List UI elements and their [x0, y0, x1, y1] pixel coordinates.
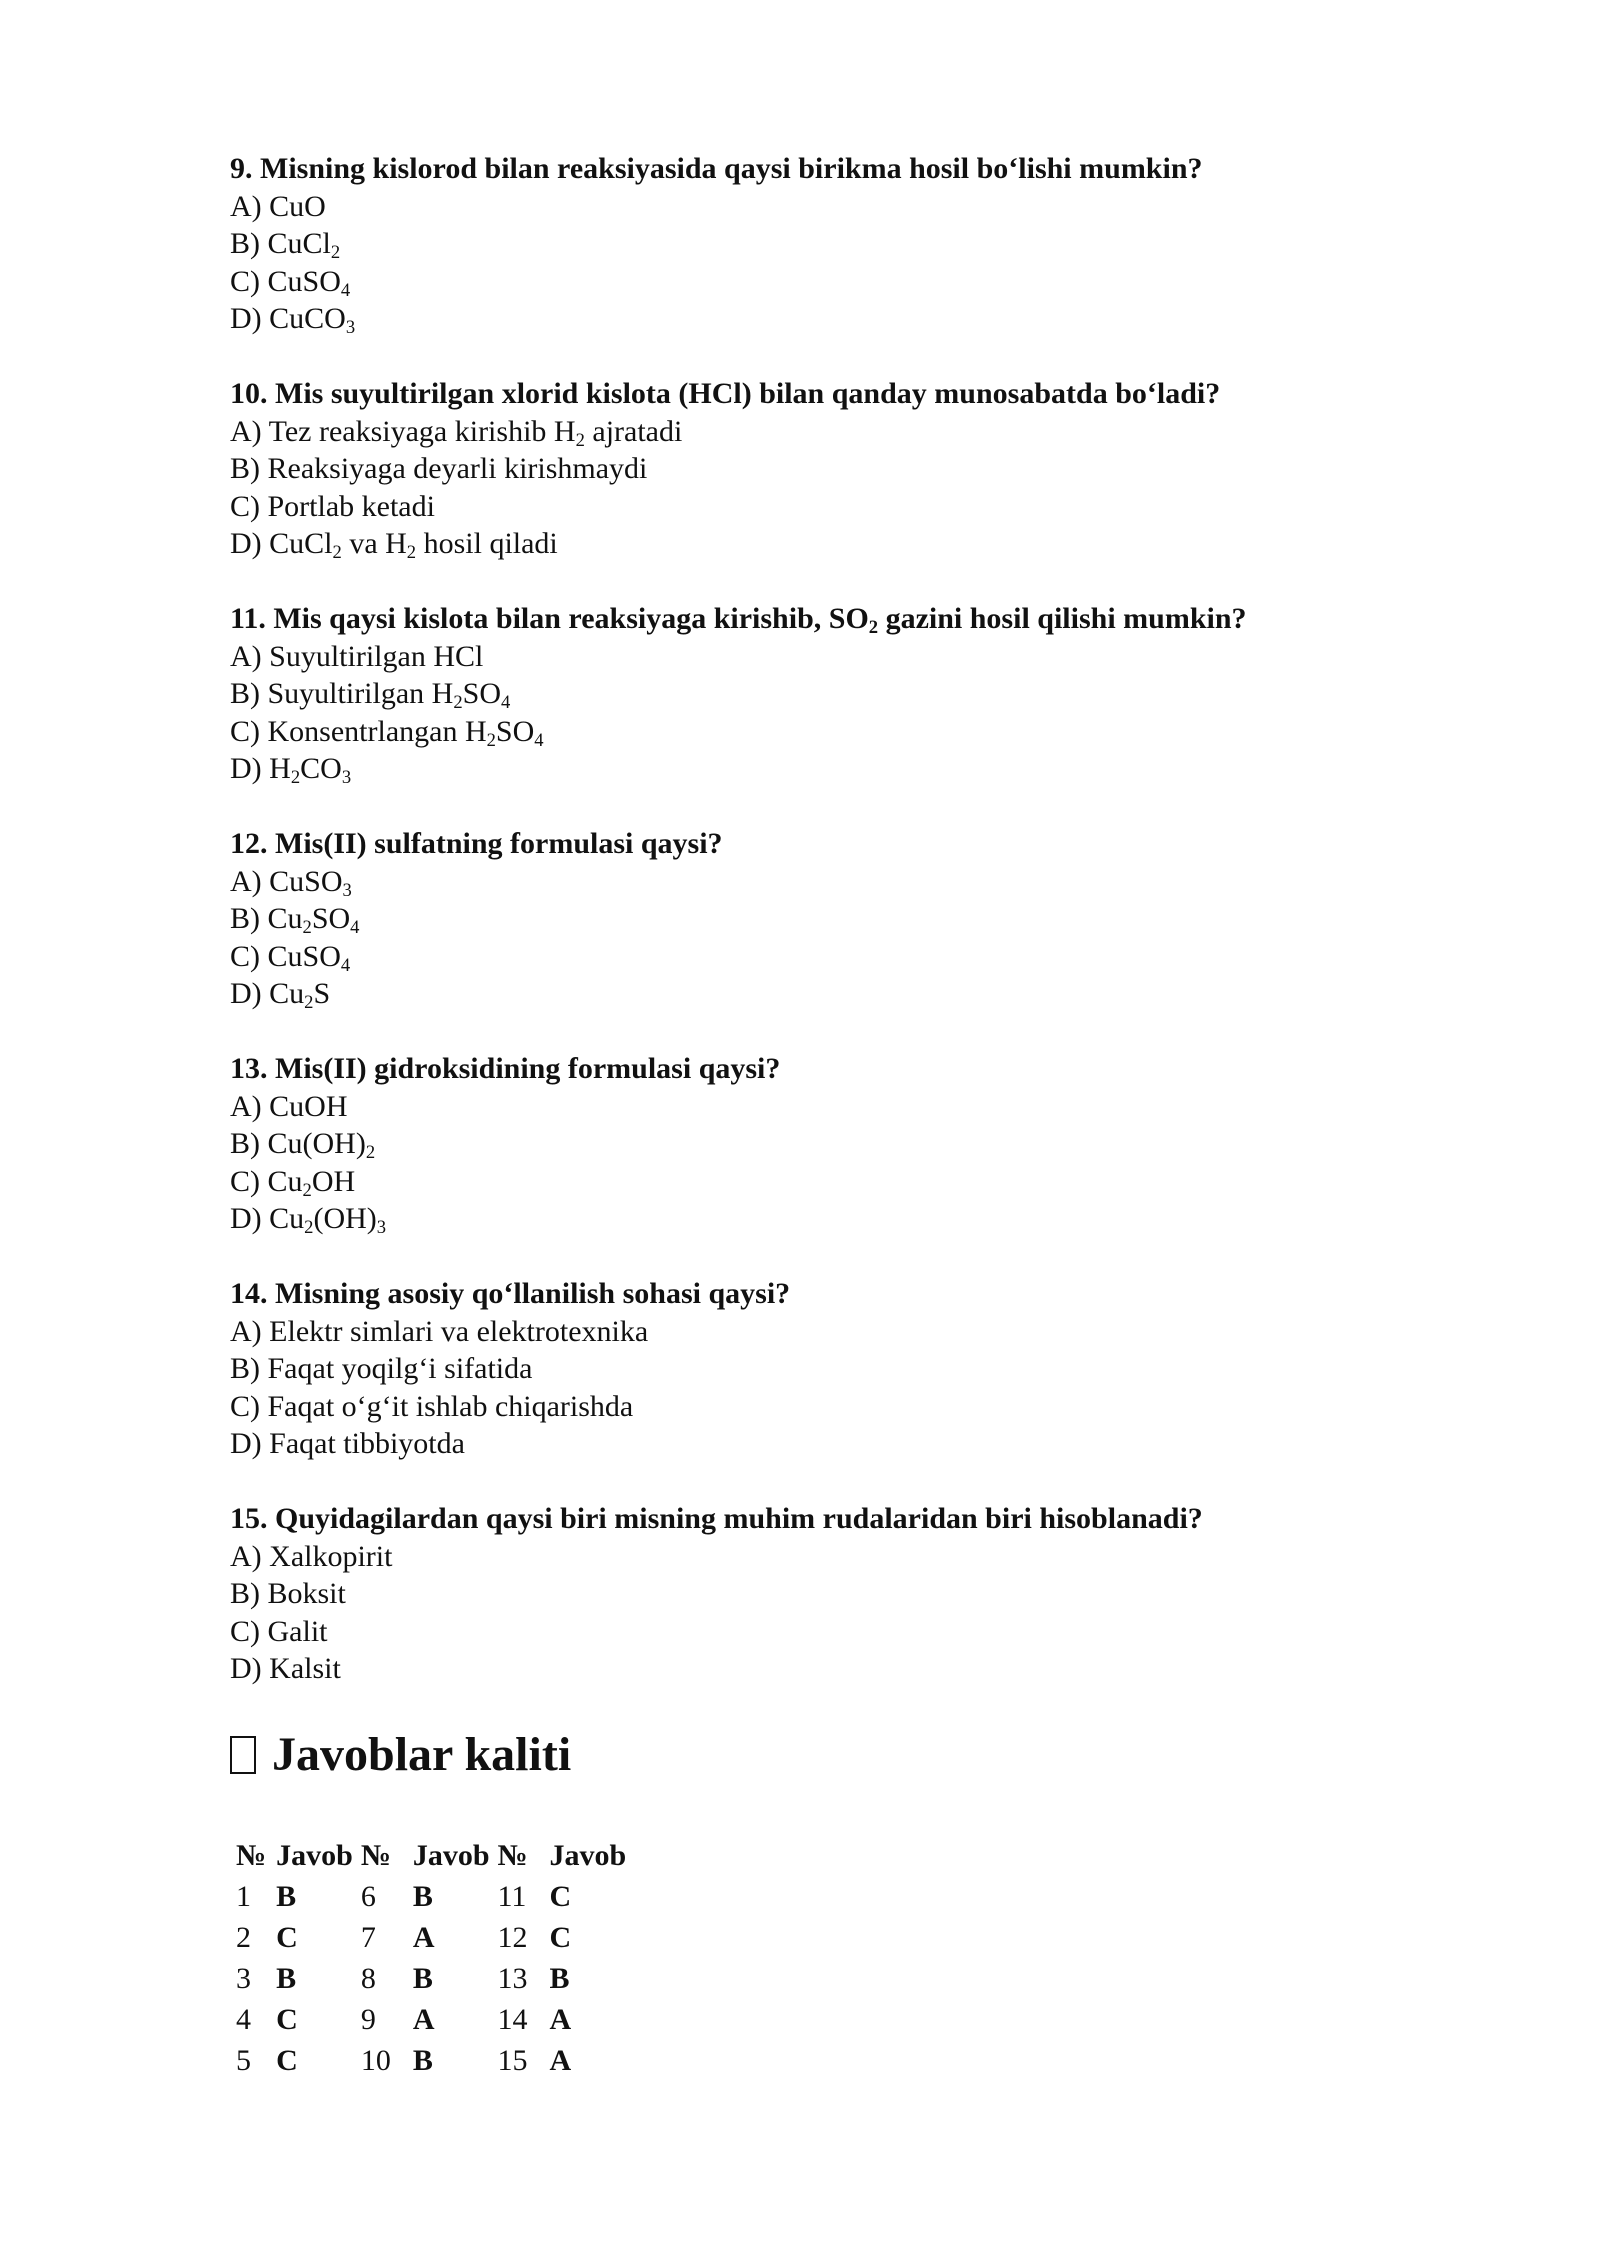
question-number: 2 [236, 1920, 251, 1954]
answer-option: D) Kalsit [230, 1652, 341, 1685]
answer-key-title: Javoblar kaliti [272, 1728, 572, 1781]
answer-option: B) Faqat yoqilg‘i sifatida [230, 1352, 533, 1385]
answer-option: D) Faqat tibbiyotda [230, 1427, 465, 1460]
question-block [230, 375, 1430, 563]
question-number: 5 [236, 2043, 251, 2077]
answer-option: A) Elektr simlari va elektrotexnika [230, 1314, 649, 1348]
answer-option: B) CuCl$_2$ [230, 227, 341, 264]
answer-letter: B [276, 1879, 297, 1913]
question-block [230, 1050, 1430, 1238]
answer-letter: B [412, 1961, 433, 1995]
question-number: 6 [360, 1879, 376, 1913]
answer-option: C) $Cu_2OH$ [230, 1164, 356, 1201]
header-number: № [236, 1838, 267, 1872]
answer-letter: A [549, 2043, 572, 2077]
answer-option: C) Galit [230, 1614, 328, 1648]
answer-option: A) Tez reaksiyaga kirishib $H_2$ ajratadi [230, 414, 683, 451]
question-number: 10 [360, 2043, 391, 2077]
answer-option: D) $Cu_2(OH)_3$ [230, 1202, 387, 1239]
header-answer: Javob [412, 1838, 490, 1872]
answer-option: D) $Cu_2S$ [230, 977, 331, 1014]
answer-key-row [232, 1999, 630, 2040]
answer-option: C) CuSO$_4$ [230, 264, 351, 301]
answer-letter: B [412, 2043, 433, 2077]
answer-key-header-row [232, 1835, 630, 1876]
answer-option: B) $Cu(OH)_2$ [230, 1127, 376, 1164]
answer-option: B) Reaksiyaga deyarli kirishmaydi [230, 452, 648, 485]
question-block [230, 600, 1430, 788]
answer-letter: A [549, 2002, 572, 2036]
answer-option: A) CuO [230, 189, 326, 223]
answer-letter: C [276, 2043, 298, 2077]
document-page [230, 150, 1430, 2081]
answer-option: B) Suyultirilgan $H_2SO_4$ [230, 677, 511, 714]
answer-option: D) $H_2CO_3$ [230, 752, 352, 789]
question-number: 3 [236, 1961, 251, 1995]
answer-option: B) $Cu_2SO_4$ [230, 902, 360, 939]
answer-key-row [232, 1958, 630, 1999]
answer-letter: C [276, 1920, 298, 1954]
answer-option: D) CuCO$_3$ [230, 302, 356, 339]
answer-letter: B [276, 1961, 297, 1995]
question-number: 11 [497, 1879, 527, 1913]
question-list [230, 150, 1430, 1688]
question-title: 12. Mis(II) sulfatning formulasi qaysi? [230, 827, 723, 860]
answer-option: A) CuOH [230, 1089, 348, 1123]
answer-option: A) Suyultirilgan HCl [230, 639, 484, 673]
answer-option: A) CuSO$_3$ [230, 864, 352, 901]
question-title: 11. Mis qaysi kislota bilan reaksiyaga kirishib, $SO_2$ gazini hosil qilishi mumkin? [230, 602, 1247, 639]
question-title: 15. Quyidagilardan qaysi biri misning muhim rudalaridan biri hisoblanadi? [230, 1502, 1203, 1535]
answer-key-table [232, 1835, 630, 2081]
answer-option: C) Faqat o‘g‘it ishlab chiqarishda [230, 1389, 634, 1423]
answer-key-row [232, 2040, 630, 2081]
answer-letter: A [412, 2002, 435, 2036]
question-number: 12 [497, 1920, 528, 1954]
answer-option: B) Boksit [230, 1577, 346, 1610]
answer-letter: B [412, 1879, 433, 1913]
header-answer: Javob [549, 1838, 627, 1872]
header-number: № [497, 1838, 528, 1872]
question-block [230, 825, 1430, 1013]
question-number: 15 [497, 2043, 528, 2077]
question-number: 14 [497, 2002, 528, 2036]
question-title: 14. Misning asosiy qo‘llanilish sohasi qaysi? [230, 1277, 791, 1310]
answer-key-row [232, 1917, 630, 1958]
question-block [230, 150, 1430, 338]
answer-key-row [232, 1876, 630, 1917]
question-number: 7 [360, 1920, 376, 1954]
question-number: 8 [360, 1961, 376, 1995]
question-number: 1 [236, 1879, 251, 1913]
answer-key-body [232, 1876, 630, 2081]
question-block [230, 1275, 1430, 1463]
question-title: 13. Mis(II) gidroksidining formulasi qaysi? [230, 1052, 781, 1085]
question-title: 10. Mis suyultirilgan xlorid kislota (HCl) bilan qanday munosabatda bo‘ladi? [230, 377, 1221, 410]
missing-glyph-icon [230, 1736, 256, 1774]
question-title: 9. Misning kislorod bilan reaksiyasida qaysi birikma hosil bo‘lishi mumkin? [230, 152, 1203, 185]
answer-letter: C [549, 1920, 572, 1954]
answer-option: C) Portlab ketadi [230, 489, 435, 523]
answer-option: A) Xalkopirit [230, 1539, 393, 1573]
question-number: 4 [236, 2002, 251, 2036]
answer-letter: C [276, 2002, 298, 2036]
question-number: 9 [360, 2002, 376, 2036]
answer-option: C) Konsentrlangan $H_2SO_4$ [230, 714, 544, 751]
header-answer: Javob [276, 1838, 353, 1872]
question-number: 13 [497, 1961, 528, 1995]
question-block [230, 1500, 1430, 1688]
header-number: № [360, 1838, 391, 1872]
answer-option: D) CuCl$_2$ va $H_2$ hosil qiladi [230, 527, 558, 564]
answer-option: C) CuSO$_4$ [230, 939, 351, 976]
answer-letter: C [549, 1879, 572, 1913]
answer-letter: A [412, 1920, 435, 1954]
answer-letter: B [549, 1961, 570, 1995]
answer-key-heading [230, 1725, 1430, 1785]
